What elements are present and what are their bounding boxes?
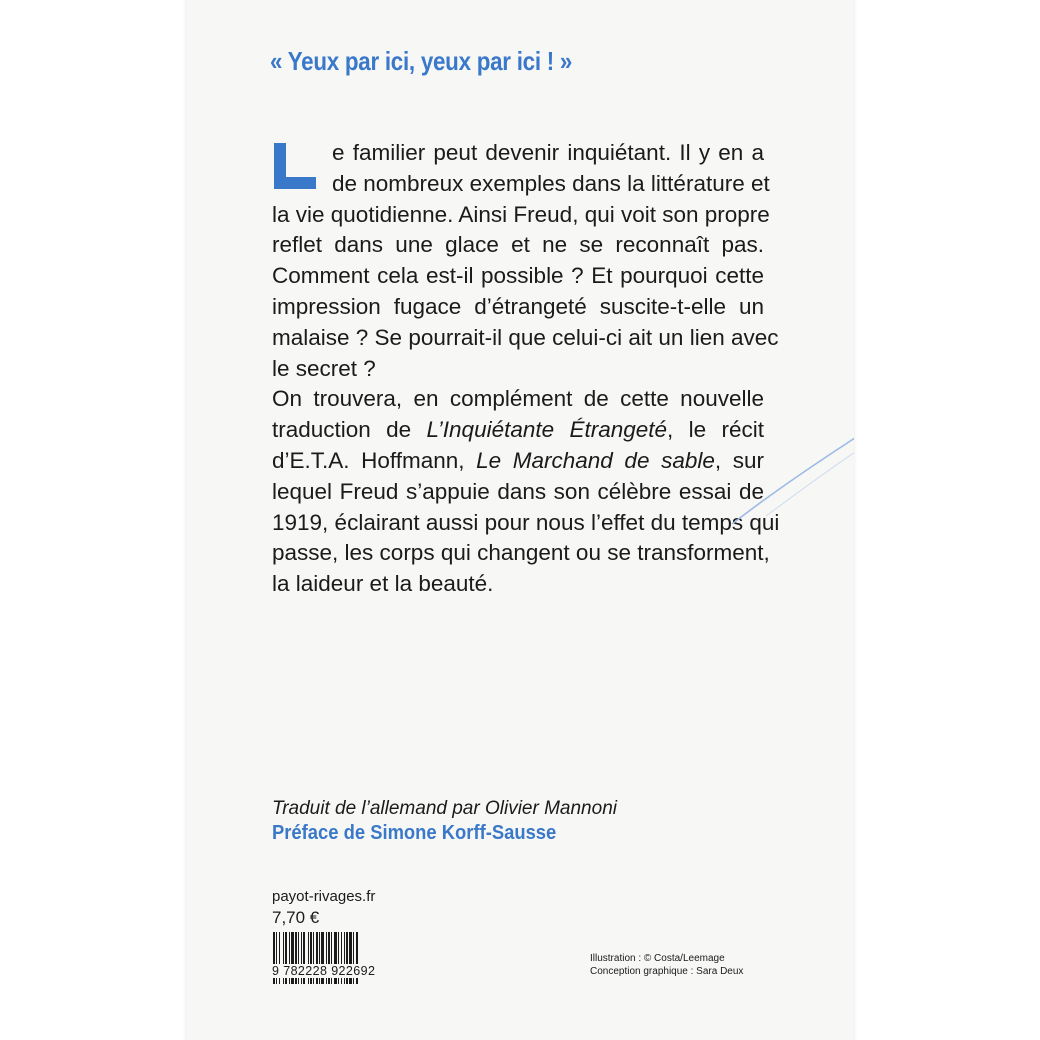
blurb-line: le secret ? — [272, 355, 376, 381]
blurb-line: malaise ? Se pourrait-il que celui-ci ait un lien avec — [272, 324, 779, 350]
translator-credit: Traduit de l’allemand par Olivier Mannoni — [272, 798, 617, 819]
blurb-text-segment: , sur — [714, 447, 764, 473]
blurb-line: la laideur et la beauté. — [272, 571, 494, 597]
preface-credit: Préface de Simone Korff-Sausse — [272, 822, 557, 844]
illustration-credit: Illustration : © Costa/Leemage — [590, 953, 725, 964]
work-title: L’Inquiétante Étrangeté — [426, 417, 668, 443]
blurb-line: de nombreux exemples dans la littérature et — [332, 170, 770, 196]
blurb-text-segment: d’E.T.A. Hoffmann, — [272, 447, 465, 473]
cover-headline: « Yeux par ici, yeux par ici ! » — [270, 46, 573, 76]
blurb-line: reflet dans une glace et ne se reconnaît pas. — [272, 232, 764, 258]
blurb-text — [272, 138, 780, 600]
blurb-line-with-title — [272, 415, 764, 446]
blurb-text-segment: traduction de — [272, 417, 427, 443]
book-back-cover — [186, 0, 854, 1040]
price-label: 7,70 € — [272, 908, 320, 927]
blurb-line: impression fugace d’étrangeté suscite-t-elle un — [272, 293, 764, 319]
design-credit: Conception graphique : Sara Deux — [590, 966, 744, 977]
decorative-swoosh — [726, 420, 854, 530]
blurb-line-with-title — [272, 446, 764, 477]
blurb-line: Comment cela est-il possible ? Et pourquoi cette — [272, 263, 764, 289]
blurb-line: 1919, éclairant aussi pour nous l’effet du temps qui — [272, 509, 780, 535]
blurb-line: passe, les corps qui changent ou se transforment, — [272, 540, 770, 566]
publisher-website: payot-rivages.fr — [272, 888, 376, 905]
work-title: Le Marchand de sable — [476, 447, 715, 473]
blurb-line: la vie quotidienne. Ainsi Freud, qui voit son propre — [272, 201, 770, 227]
blurb-line: On trouvera, en complément de cette nouvelle — [272, 386, 764, 412]
blurb-line: lequel Freud s’appuie dans son célèbre essai de — [272, 478, 764, 504]
blurb-text-segment: , le récit — [667, 417, 764, 443]
isbn-number: 9 782228 922692 — [272, 964, 396, 978]
blurb-line: e familier peut devenir inquiétant. Il y en a — [332, 140, 764, 165]
image-credits — [590, 952, 743, 978]
